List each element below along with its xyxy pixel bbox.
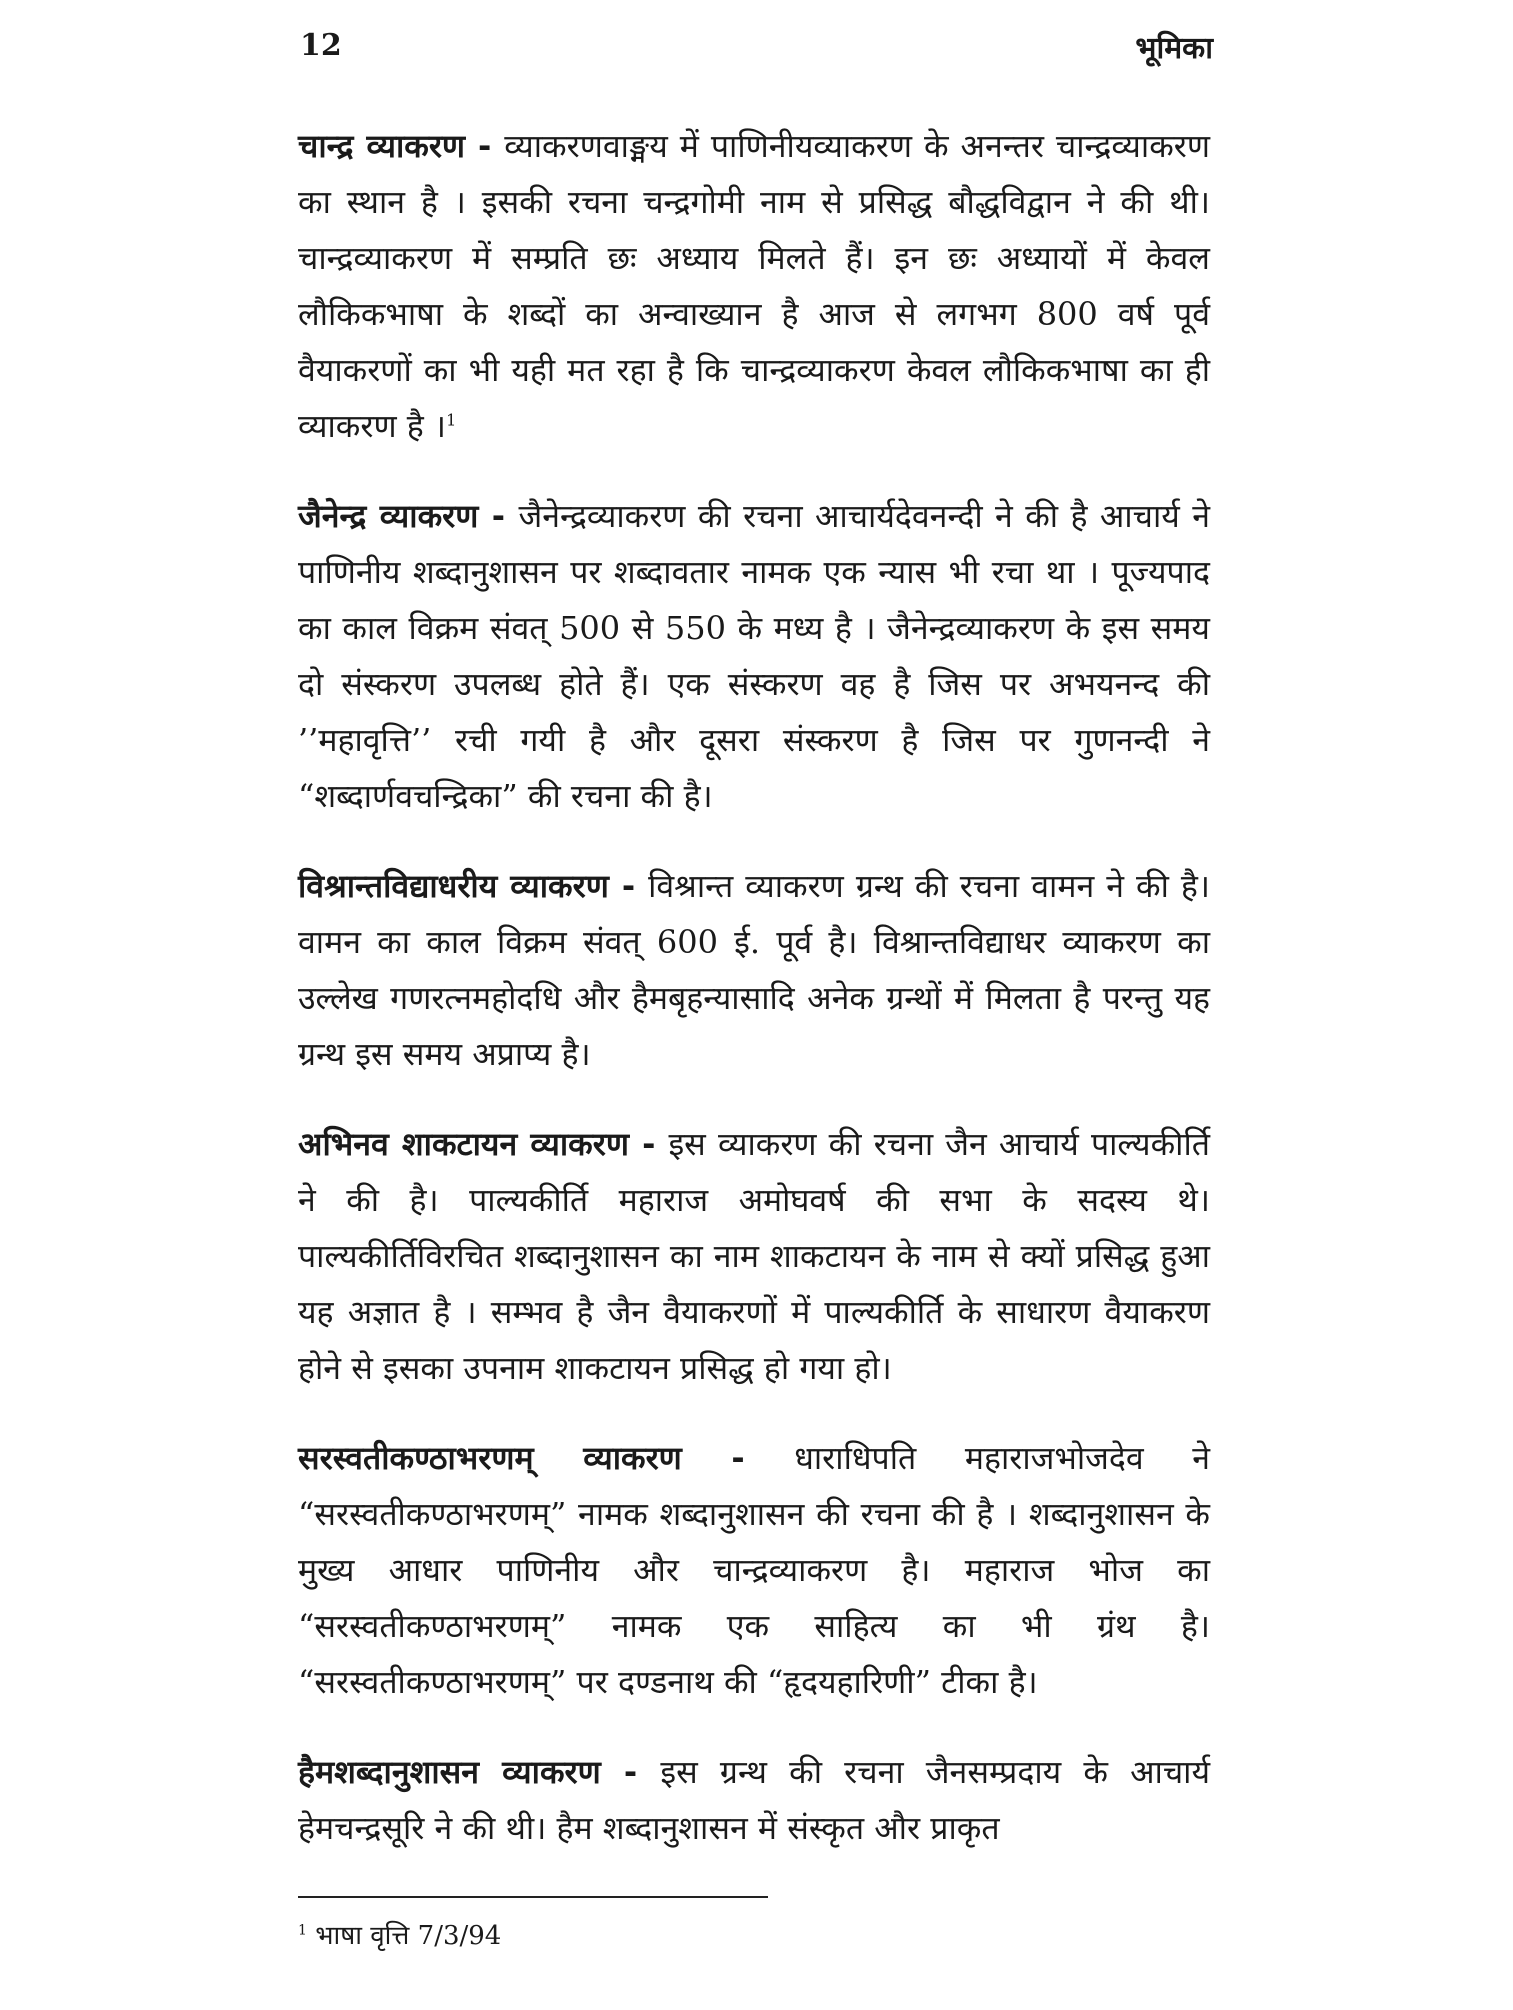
- footnote-text: भाषा वृत्ति 7/3/94: [315, 1921, 502, 1951]
- footnote-ref: 1: [446, 410, 457, 430]
- section-heading: चान्द्र व्याकरण: [298, 127, 466, 165]
- section-heading: सरस्वतीकण्ठाभरणम् व्याकरण: [298, 1439, 682, 1477]
- section-chandra: [298, 118, 1210, 454]
- section-text: विश्रान्त व्याकरण ग्रन्थ की रचना वामन ने की है। वामन का काल विक्रम संवत् 600 ई. पूर्व है। विश्रान्तविद्याधर व्याकरण का उल्लेख गणरत्नमहोदधि और हैमबृहन्यासादि अनेक ग्रन्थों में मिलता है परन्तु यह ग्रन्थ इस समय अप्राप्य है।: [298, 867, 1211, 1073]
- heading-separator: -: [628, 1125, 669, 1163]
- heading-separator: -: [681, 1439, 795, 1477]
- section-jainendra: [298, 488, 1210, 824]
- section-text: इस व्याकरण की रचना जैन आचार्य पाल्यकीर्ति ने की है। पाल्यकीर्ति महाराज अमोघवर्ष की सभा के सदस्य थे। पाल्यकीर्तिविरचित शब्दानुशासन का नाम शाकटायन के नाम से क्यों प्रसिद्ध हुआ यह अज्ञात है । सम्भव है जैन वैयाकरणों में पाल्यकीर्ति के साधारण वैयाकरण होने से इसका उपनाम शाकटायन प्रसिद्ध हो गया हो।: [298, 1125, 1210, 1387]
- section-text: जैनेन्द्रव्याकरण की रचना आचार्यदेवनन्दी ने की है आचार्य ने पाणिनीय शब्दानुशासन पर शब्दावतार नामक एक न्यास भी रचा था । पूज्यपाद का काल विक्रम संवत् 500 से 550 के मध्य है । जैनेन्द्रव्याकरण के इस समय दो संस्करण उपलब्ध होते हैं। एक संस्करण वह है जिस पर अभयनन्द की ’’महावृत्ति’’ रची गयी है और दूसरा संस्करण है जिस पर गुणनन्दी ने “शब्दार्णवचन्द्रिका” की रचना की है।: [298, 497, 1210, 815]
- section-heading: विश्रान्तविद्याधरीय व्याकरण: [298, 867, 609, 905]
- heading-separator: -: [465, 127, 505, 165]
- section-vishrant: [298, 858, 1210, 1082]
- section-shakatayan: [298, 1116, 1210, 1396]
- body-text: [298, 118, 1210, 1890]
- footnote: [298, 1916, 501, 1952]
- heading-separator: -: [478, 497, 519, 535]
- section-text: इस ग्रन्थ की रचना जैनसम्प्रदाय के आचार्य हेमचन्द्रसूरि ने की थी। हैम शब्दानुशासन में संस्कृत और प्राकृत: [298, 1753, 1211, 1847]
- running-head: भूमिका: [1135, 31, 1213, 66]
- footnote-rule: [298, 1896, 768, 1898]
- section-haima: [298, 1744, 1210, 1856]
- heading-separator: -: [600, 1753, 661, 1791]
- section-heading: जैनेन्द्र व्याकरण: [298, 497, 479, 535]
- section-text: धाराधिपति महाराजभोजदेव ने “सरस्वतीकण्ठाभरणम्” नामक शब्दानुशासन की रचना की है । शब्दानुशासन के मुख्य आधार पाणिनीय और चान्द्रव्याकरण है। महाराज भोज का “सरस्वतीकण्ठाभरणम्” नामक एक साहित्य का भी ग्रंथ है। “सरस्वतीकण्ठाभरणम्” पर दण्डनाथ की “हृदयहारिणी” टीका है।: [298, 1439, 1211, 1701]
- page-number: 12: [300, 28, 342, 63]
- section-heading: हैमशब्दानुशासन व्याकरण: [298, 1753, 601, 1791]
- section-text: व्याकरणवाङ्मय में पाणिनीयव्याकरण के अनन्तर चान्द्रव्याकरण का स्थान है । इसकी रचना चन्द्रगोमी नाम से प्रसिद्ध बौद्धविद्वान ने की थी। चान्द्रव्याकरण में सम्प्रति छः अध्याय मिलते हैं। इन छः अध्यायों में केवल लौकिकभाषा के शब्दों का अन्वाख्यान है आज से लगभग 800 वर्ष पूर्व वैयाकरणों का भी यही मत रहा है कि चान्द्रव्याकरण केवल लौकिकभाषा का ही व्याकरण है ।: [298, 127, 1210, 445]
- section-saraswati: [298, 1430, 1210, 1710]
- footnote-marker: 1: [298, 1922, 307, 1939]
- section-heading: अभिनव शाकटायन व्याकरण: [298, 1125, 629, 1163]
- heading-separator: -: [608, 867, 649, 905]
